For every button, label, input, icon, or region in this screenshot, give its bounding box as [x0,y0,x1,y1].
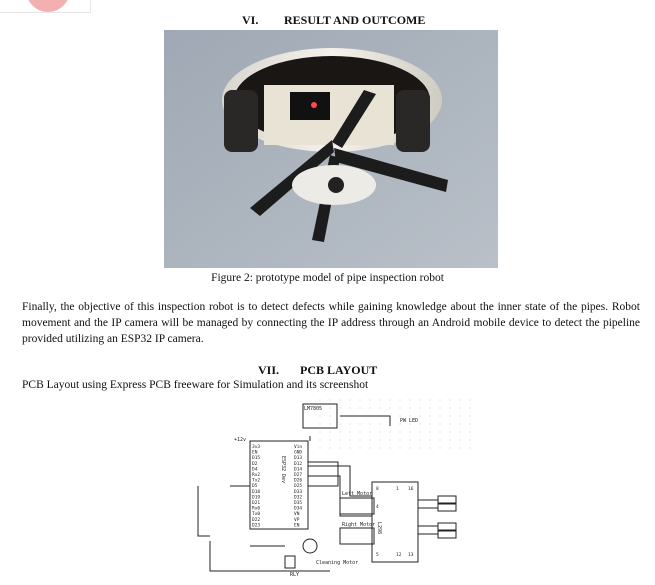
esp-left-pin-label: Tx2 [252,478,261,484]
esp-right-pin-label: D12 [294,461,303,467]
section-number: VII. [258,363,280,377]
esp-left-pin-label: D22 [252,517,261,523]
driver-pin-number: 13 [408,553,414,558]
driver-pin-number: 5 [376,553,379,558]
esp-left-pin-label: EN [252,450,258,456]
esp-left-pin-label: D21 [252,501,261,506]
esp-right-pin-label: EN [294,523,300,529]
esp-left-pin-label: D5 [252,484,258,490]
esp-right-pin-label: D25 [294,484,303,490]
supply-label: +12v [234,437,247,443]
esp-right-pin-label: D13 [294,456,303,462]
cleaning-motor-label: Cleaning Motor [316,560,359,566]
esp-right-pin-label: VP [294,517,300,523]
esp-right-pin-label: GND [294,450,303,456]
journal-logo [0,0,91,13]
esp-right-pin-label: D26 [294,478,303,484]
esp-left-pin-label: Rx2 [252,473,261,478]
esp-left-pin-label: D2 [252,461,258,467]
esp-left-pin-label: D23 [252,523,261,529]
pcb-schematic [190,396,480,580]
body-paragraph: Finally, the objective of this inspection robot is to detect defects while gaining knowledge about the inner state of the pipes. Robot movement and the IP camera will be managed by connecting the IP address through an Android mobile device to detect the pipeline provided utilizing an ESP32 IP camera. [22,301,640,345]
section-7-heading [258,363,377,378]
esp-left-pin-label: D18 [252,489,261,495]
esp-right-pin-label: D27 [294,473,303,478]
esp-board-label: ESP32 Dev [280,456,286,484]
esp-right-pin-label: Vin [294,445,303,450]
esp-left-pin-label: D19 [252,495,261,501]
section-6-heading [242,13,425,28]
figure-2-caption: Figure 2: prototype model of pipe inspection robot [211,272,444,284]
driver-pin-number: 8 [376,487,379,492]
relay-label: RLY [290,572,300,578]
regulator-label: LM7805 [304,406,323,412]
esp-right-pin-label: D32 [294,495,303,501]
esp-left-pin-label: D15 [252,456,261,462]
section-title: PCB LAYOUT [300,363,378,377]
esp-left-pin-label: Tx0 [252,512,261,518]
driver-pin-number: 12 [396,553,402,558]
esp-right-pin-label: D35 [294,501,303,506]
esp-right-pin-label: VN [294,512,300,518]
esp-left-pin-label: Rx0 [252,506,261,512]
driver-pin-number: 1 [396,487,399,492]
esp-left-pin-label: 3v3 [252,445,261,450]
power-led-label: PW LED [400,418,419,424]
pcb-intro-text: PCB Layout using Express PCB freeware for Simulation and its screenshot [22,379,369,391]
esp-right-pin-label: D33 [294,489,303,495]
driver-pin-number: 16 [408,487,414,492]
driver-chip-label: L298 [376,522,382,535]
section-number: VI. [242,13,259,27]
esp-right-pin-label: D14 [294,467,303,473]
prototype-robot-photo [164,30,498,268]
driver-pin-number: 4 [376,505,379,510]
esp-left-pin-label: D4 [252,467,258,473]
section-title: RESULT AND OUTCOME [284,13,426,27]
right-motor-label: Right Motor [342,522,376,528]
esp-right-pin-label: D34 [294,506,303,512]
left-motor-label: Left Motor [342,491,373,497]
